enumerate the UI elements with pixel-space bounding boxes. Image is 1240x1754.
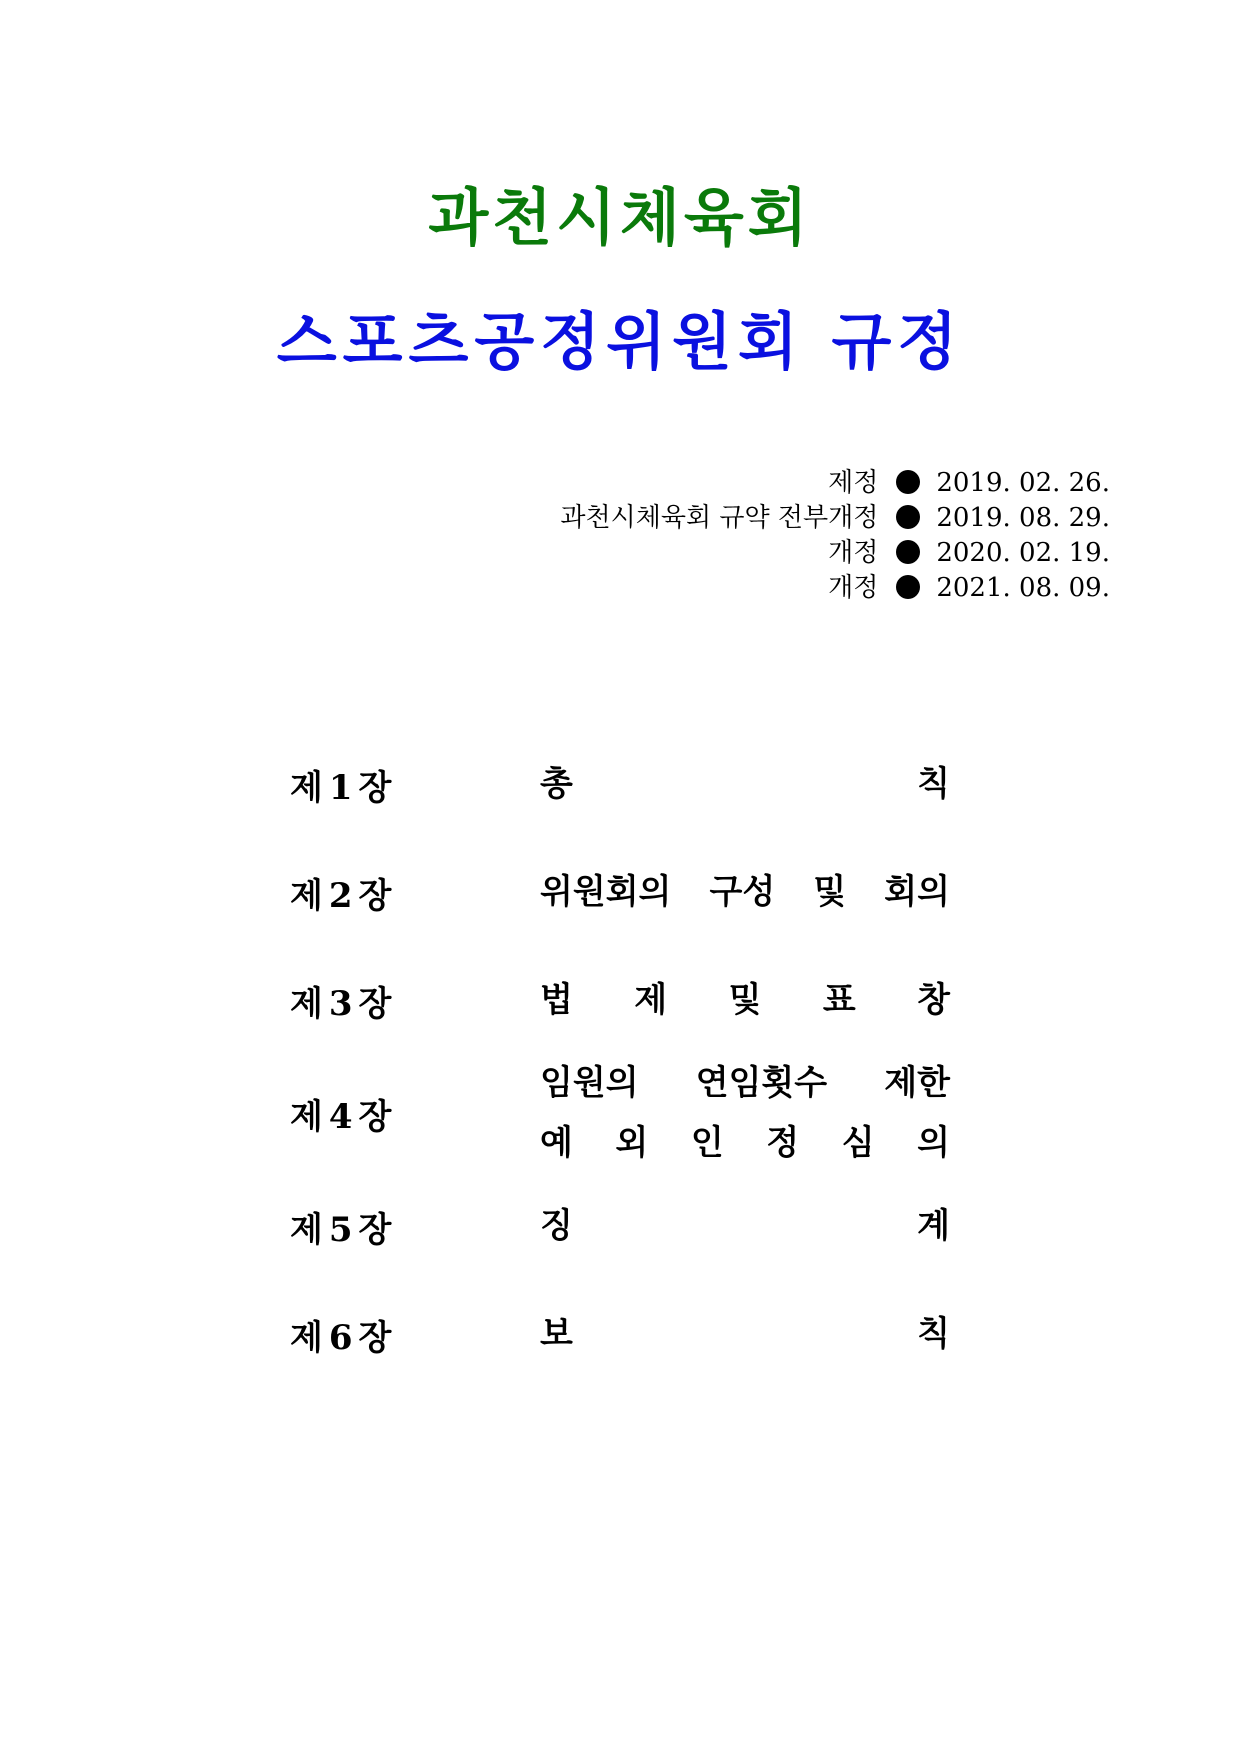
chapter-title-line	[540, 862, 950, 922]
history-row	[560, 571, 1110, 606]
chapter-title-word: 연임횟수	[695, 1063, 828, 1103]
toc-row	[290, 946, 950, 1054]
chapter-title-word: 제한	[884, 1063, 950, 1103]
chapter-title-word: 위원회의	[540, 872, 672, 912]
chapter-title-word: 외	[615, 1123, 649, 1163]
chapter-title-word: 칙	[917, 1314, 950, 1354]
chapter-number: 제4장	[290, 1096, 398, 1137]
document-title: 스포츠공정위원회 규정	[276, 305, 964, 378]
chapter-title	[540, 862, 950, 922]
chapter-number: 제5장	[290, 1209, 398, 1250]
history-label: 개정	[828, 573, 879, 603]
chapter-title-word: 정	[766, 1123, 800, 1163]
toc-row	[290, 730, 950, 838]
chapter-number: 제2장	[290, 875, 398, 916]
chapter-title-word: 심	[841, 1123, 875, 1163]
history-row	[560, 501, 1110, 536]
chapter-title-word: 보	[540, 1314, 573, 1354]
chapter-title	[540, 1304, 950, 1364]
history-row	[560, 466, 1110, 501]
chapter-title-word: 임원의	[540, 1063, 639, 1103]
history-label: 개정	[828, 538, 879, 568]
toc-row	[290, 1054, 950, 1172]
chapter-title-line	[540, 754, 950, 814]
toc-row	[290, 838, 950, 946]
table-of-contents	[290, 730, 950, 1388]
chapter-title-word: 법	[540, 980, 573, 1020]
history-date: 2019. 02. 26.	[936, 468, 1110, 498]
chapter-title-line	[540, 1113, 950, 1173]
chapter-title-word: 예	[540, 1123, 573, 1163]
history-row	[560, 536, 1110, 571]
chapter-title	[540, 754, 950, 814]
chapter-title-word: 인	[690, 1123, 724, 1163]
chapter-title-word: 및	[728, 980, 762, 1020]
bullet-icon	[896, 575, 920, 599]
chapter-number: 제1장	[290, 767, 398, 808]
toc-row	[290, 1280, 950, 1388]
chapter-title-word: 제	[634, 980, 668, 1020]
history-label: 제정	[828, 468, 879, 498]
chapter-title	[540, 1196, 950, 1256]
revision-history	[560, 466, 1110, 606]
chapter-title-line	[540, 1304, 950, 1364]
organization-title: 과천시체육회	[428, 181, 812, 254]
chapter-title-word: 및	[813, 872, 847, 912]
chapter-title-word: 표	[822, 980, 856, 1020]
chapter-title-line	[540, 1196, 950, 1256]
history-date: 2019. 08. 29.	[936, 503, 1110, 533]
history-label: 과천시체육회 규약 전부개정	[560, 503, 879, 533]
chapter-title-word: 창	[917, 980, 950, 1020]
chapter-title-word: 의	[917, 1123, 950, 1163]
chapter-title	[540, 1053, 950, 1173]
chapter-title	[540, 970, 950, 1030]
bullet-icon	[896, 470, 920, 494]
chapter-title-line	[540, 1053, 950, 1113]
chapter-title-word: 총	[540, 764, 573, 804]
chapter-title-word: 계	[917, 1206, 950, 1246]
bullet-icon	[896, 540, 920, 564]
history-date: 2020. 02. 19.	[936, 538, 1110, 568]
chapter-title-word: 칙	[917, 764, 950, 804]
chapter-title-line	[540, 970, 950, 1030]
chapter-title-word: 구성	[709, 872, 776, 912]
toc-row	[290, 1172, 950, 1280]
history-date: 2021. 08. 09.	[936, 573, 1110, 603]
chapter-number: 제3장	[290, 983, 398, 1024]
chapter-number: 제6장	[290, 1317, 398, 1358]
chapter-title-word: 징	[540, 1206, 573, 1246]
chapter-title-word: 회의	[884, 872, 950, 912]
bullet-icon	[896, 505, 920, 529]
